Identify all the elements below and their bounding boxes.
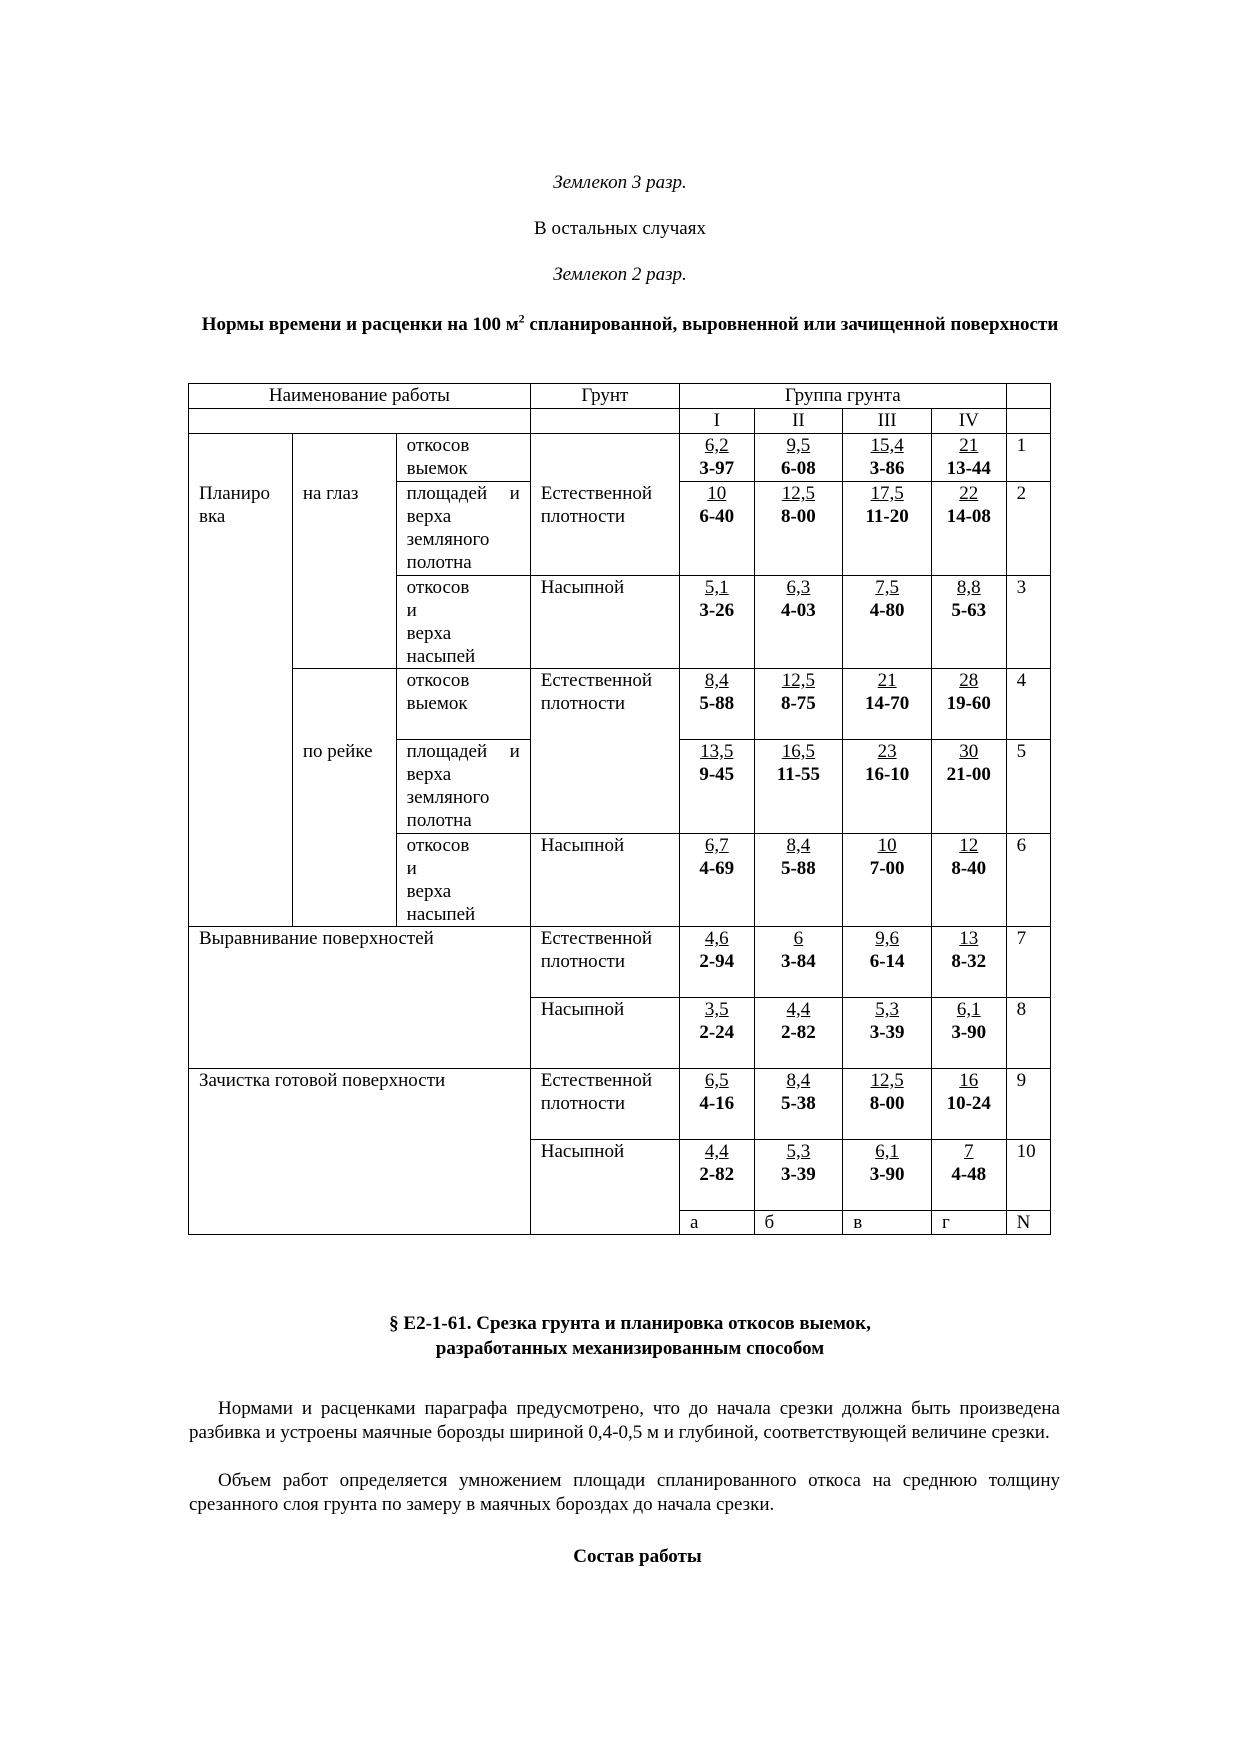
cell-9-c [843,1069,932,1140]
cell-1-a [679,434,754,482]
work-cleaning: Зачистка готовой поверхности [189,1069,531,1235]
cell-2-c [843,482,932,576]
worker-grade-2: Землекоп 2 разр. [553,264,687,285]
norm: 13,5 [700,741,734,762]
price: 8-00 [869,1093,905,1114]
table-row [189,1069,1051,1140]
work-area-top-2 [396,740,530,834]
heading-post: спланированной, выровненной или зачищенной поверхности [524,314,1059,335]
cell-9-a [679,1069,754,1140]
norm: 6,1 [956,999,981,1020]
header-blank-n [1006,409,1050,434]
footer-d: г [931,1211,1006,1235]
sub-by-rail [292,669,396,927]
sub-by-eye-label: на глаз [302,483,359,504]
price: 9-45 [699,764,735,785]
price: 5-88 [780,858,816,879]
work-slopes-fill-2 [396,834,530,927]
cell-5-b [754,740,843,834]
norm: 8,4 [786,1070,811,1091]
price: 16-10 [864,764,910,785]
norm: 9,6 [875,928,899,949]
price: 13-44 [946,458,991,479]
price: 8-32 [951,951,987,972]
soil-fill-3: Насыпной [530,998,679,1069]
norm: 21 [959,435,979,456]
price: 19-60 [946,693,991,714]
paragraph-title [300,1311,960,1361]
cell-10-a [679,1140,754,1211]
norm: 7 [964,1141,974,1162]
price: 14-08 [946,506,991,527]
soil-fill-2: Насыпной [530,834,679,927]
cell-4-a [679,669,754,740]
soil-natural-label: Естественной плотности [540,928,653,972]
worker-grade-3: Землекоп 3 разр. [553,172,687,193]
paragraph-2: Объем работ определяется умножением площади спланированного откоса на среднюю толщину срезанного слоя грунта по замеру в маячных бороздах до начала срезки. [189,1470,1060,1515]
cell-8-a [679,998,754,1069]
norm: 21 [877,670,897,691]
paragraph-title-line1: § Е2-1-61. Срезка грунта и планировка откосов выемок, [389,1313,871,1334]
cell-7-a [679,927,754,998]
price: 6-08 [780,458,816,479]
price: 5-88 [699,693,735,714]
footer-c: в [843,1211,932,1235]
cell-3-c [843,576,932,669]
group-3: III [843,409,932,434]
work-planning-label: Планиро вка [199,483,270,527]
cell-1-c [843,434,932,482]
row-number: 5 [1006,740,1050,834]
cell-2-a [679,482,754,576]
price: 4-80 [869,600,905,621]
sub-by-eye [292,434,396,669]
soil-natural-3 [530,927,679,998]
cell-9-b [754,1069,843,1140]
cell-5-a [679,740,754,834]
norm: 12,5 [781,483,816,504]
price: 2-82 [780,1022,816,1043]
norm: 4,4 [786,999,811,1020]
norm: 5,3 [786,1141,811,1162]
section-title: Состав работы [573,1546,702,1567]
table-row [189,434,1051,482]
work-slopes-fill-b: верха насыпей [406,623,476,667]
cell-6-c [843,834,932,927]
norm: 10 [877,835,897,856]
norm: 6,2 [704,435,729,456]
price: 5-63 [951,600,987,621]
norm: 9,5 [786,435,811,456]
norm: 16,5 [781,741,816,762]
cell-6-d [931,834,1006,927]
norms-table [188,383,1051,1235]
price: 3-90 [869,1164,905,1185]
header-soil-group: Группа грунта [679,384,1006,409]
header-blank-soil [530,409,679,434]
norm: 3,5 [704,999,729,1020]
cell-5-d [931,740,1006,834]
norm: 23 [877,741,897,762]
row-number: 3 [1006,576,1050,669]
price: 3-90 [951,1022,987,1043]
soil-natural-label: Естественной плотности [540,1070,653,1114]
norm: 5,1 [704,577,729,598]
soil-natural-label: Естественной плотности [540,670,653,714]
header-row-1 [189,384,1051,409]
cell-8-c [843,998,932,1069]
price: 3-84 [780,951,816,972]
row-number: 9 [1006,1069,1050,1140]
row-number: 2 [1006,482,1050,576]
norm: 28 [959,670,979,691]
price: 11-20 [865,506,909,527]
cell-10-c [843,1140,932,1211]
norm: 5,3 [875,999,899,1020]
work-area-top-label: площадей и верха земляного полотна [406,483,520,573]
norm: 4,6 [704,928,729,949]
cell-10-b [754,1140,843,1211]
price: 21-00 [946,764,991,785]
norm: 8,4 [704,670,729,691]
cell-6-a [679,834,754,927]
norm: 6,3 [786,577,811,598]
norm: 12,5 [870,1070,904,1091]
cell-4-c [843,669,932,740]
work-area-top [396,482,530,576]
cell-1-b [754,434,843,482]
cell-3-d [931,576,1006,669]
price: 3-86 [869,458,905,479]
cell-6-b [754,834,843,927]
header-work: Наименование работы [189,384,531,409]
footer-b: б [754,1211,843,1235]
row-number: 10 [1006,1140,1050,1211]
price: 3-39 [869,1022,905,1043]
cell-4-b [754,669,843,740]
norm: 10 [707,483,727,504]
work-slopes-cut-2: откосов выемок [396,669,530,740]
price: 6-40 [699,506,735,527]
header-soil: Грунт [530,384,679,409]
cell-7-c [843,927,932,998]
row-number: 1 [1006,434,1050,482]
price: 3-97 [699,458,735,479]
footer-a: а [679,1211,754,1235]
norm: 8,8 [956,577,981,598]
norm: 16 [959,1070,979,1091]
cell-3-a [679,576,754,669]
norm: 7,5 [875,577,899,598]
cell-2-b [754,482,843,576]
work-slopes-fill-a: откосов и [406,577,470,621]
norm: 4,4 [704,1141,729,1162]
soil-natural [530,434,679,576]
soil-fill-4: Насыпной [530,1140,679,1235]
cell-2-d [931,482,1006,576]
norm: 6,5 [704,1070,729,1091]
row-number: 8 [1006,998,1050,1069]
cell-7-b [754,927,843,998]
norm: 12 [959,835,979,856]
group-1: I [679,409,754,434]
cell-1-d [931,434,1006,482]
norm: 13 [959,928,979,949]
price: 14-70 [864,693,910,714]
norm: 17,5 [870,483,904,504]
row-number: 6 [1006,834,1050,927]
price: 7-00 [869,858,905,879]
table-row [189,669,1051,740]
cell-9-d [931,1069,1006,1140]
price: 6-14 [869,951,905,972]
sub-by-rail-label: по рейке [302,741,373,762]
norm: 12,5 [781,670,816,691]
price: 8-40 [951,858,987,879]
header-row-2 [189,409,1051,434]
norm: 6,7 [704,835,729,856]
paragraph-title-line2: разработанных механизированным способом [435,1338,825,1359]
work-planning [189,434,293,927]
price: 10-24 [946,1093,991,1114]
work-area-top-label: площадей и верха земляного полотна [406,741,520,831]
work-levelling: Выравнивание поверхностей [189,927,531,1069]
soil-natural-2 [530,669,679,834]
price: 8-75 [780,693,816,714]
price: 2-82 [699,1164,735,1185]
work-slopes-cut: откосов выемок [396,434,530,482]
price: 8-00 [780,506,816,527]
cell-10-d [931,1140,1006,1211]
soil-natural-label: Естественной плотности [540,483,653,527]
norm: 6 [793,928,804,949]
norm: 15,4 [870,435,904,456]
price: 4-48 [951,1164,987,1185]
price: 4-03 [780,600,816,621]
heading-sup: 2 [518,311,525,326]
norm: 30 [959,741,979,762]
work-slopes-fill [396,576,530,669]
soil-fill: Насыпной [530,576,679,669]
group-4: IV [931,409,1006,434]
table-row [189,927,1051,998]
soil-natural-4 [530,1069,679,1140]
price: 2-94 [699,951,735,972]
cell-5-c [843,740,932,834]
price: 3-26 [699,600,735,621]
paragraph-1: Нормами и расценками параграфа предусмотрено, что до начала срезки должна быть произведена разбивка и устроены маячные борозды шириной 0,4-0,5 м и глубиной, соответствующей величине срезки. [189,1398,1060,1443]
price: 4-16 [699,1093,735,1114]
heading-pre: Нормы времени и расценки на 100 м [201,314,519,335]
cell-7-d [931,927,1006,998]
price: 11-55 [776,764,821,785]
group-2: II [754,409,843,434]
cell-3-b [754,576,843,669]
price: 3-39 [780,1164,816,1185]
price: 2-24 [699,1022,735,1043]
header-blank [1006,384,1050,409]
row-number: 4 [1006,669,1050,740]
norm: 6,1 [875,1141,899,1162]
work-slopes-fill-b: верха насыпей [406,881,476,925]
price: 5-38 [780,1093,816,1114]
row-number: 7 [1006,927,1050,998]
other-cases-text: В остальных случаях [534,218,706,239]
norm: 8,4 [786,835,811,856]
work-slopes-fill-a: откосов и [406,835,470,879]
cell-8-b [754,998,843,1069]
price: 4-69 [699,858,735,879]
cell-8-d [931,998,1006,1069]
norm: 22 [959,483,979,504]
header-blank-work [189,409,531,434]
table-heading [200,313,1060,336]
cell-4-d [931,669,1006,740]
footer-n: N [1006,1211,1050,1235]
